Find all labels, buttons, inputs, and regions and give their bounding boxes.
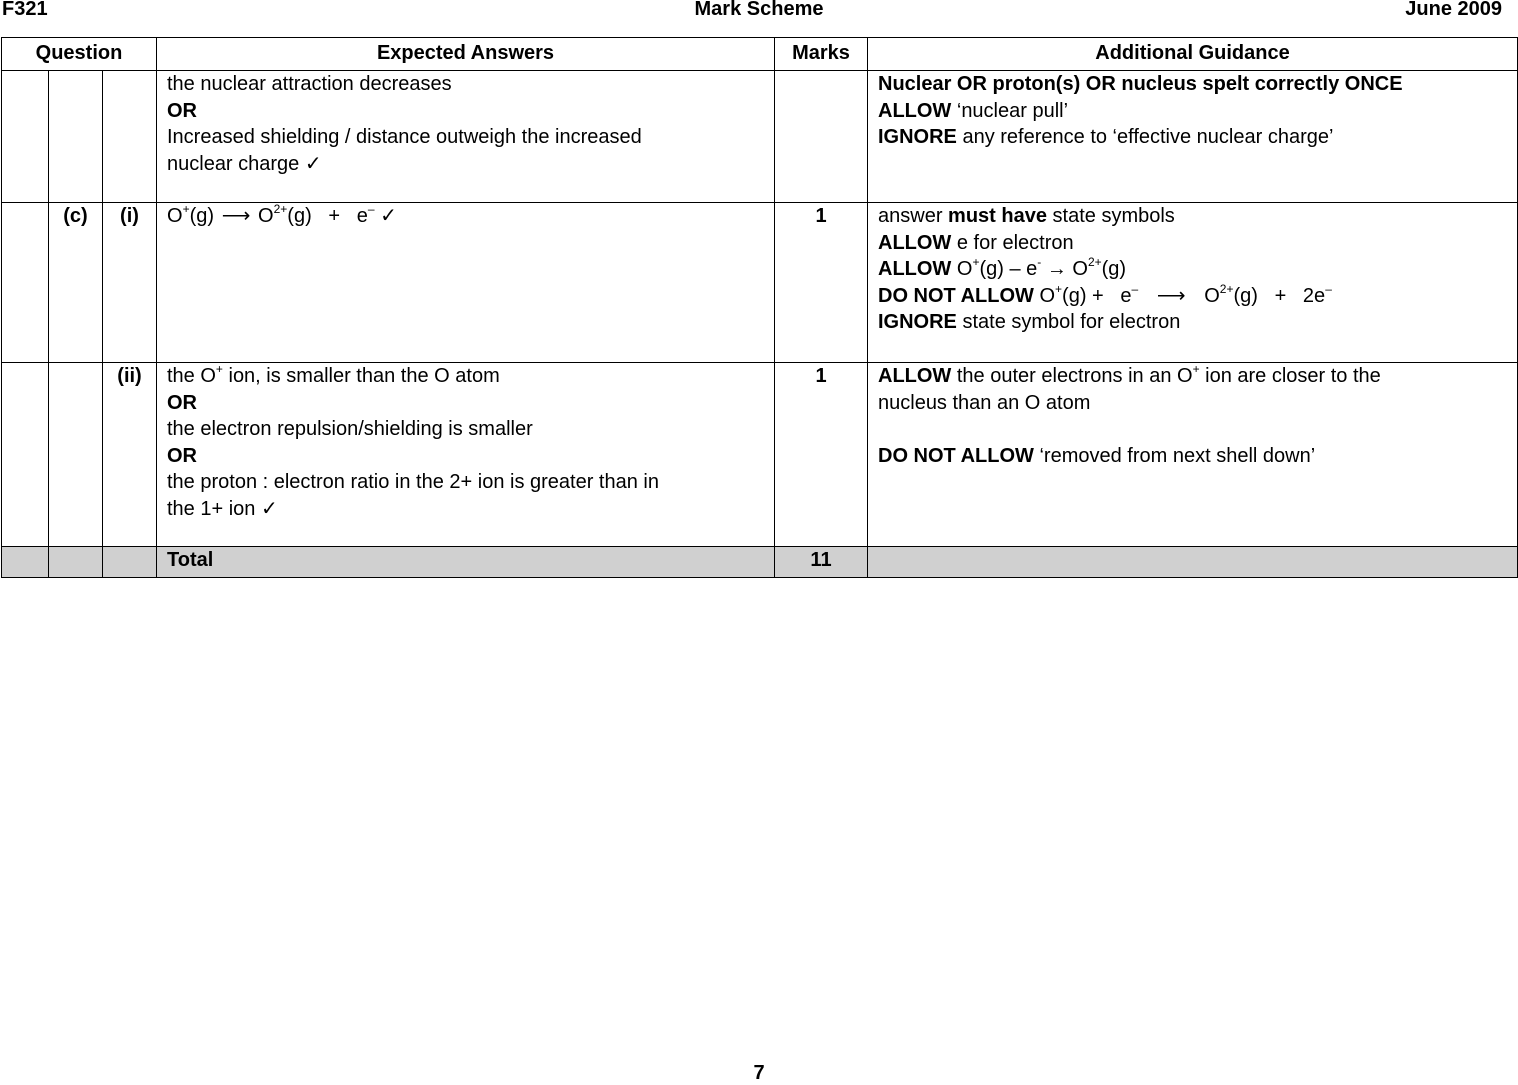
guidance-text: (g) + e [1062, 284, 1132, 307]
charge: + [1192, 362, 1200, 376]
guidance-line [878, 363, 1507, 390]
keyword: ALLOW [878, 231, 952, 254]
total-label: Total [157, 547, 775, 578]
guidance-cell [868, 203, 1518, 363]
guidance-text: e for electron [951, 231, 1074, 254]
answer-line: nuclear charge ✓ [167, 152, 322, 175]
col-header-guidance: Additional Guidance [868, 38, 1518, 71]
question-number-cell [2, 363, 49, 547]
keyword: IGNORE [878, 311, 957, 333]
marks-cell: 1 [775, 203, 868, 363]
guidance-text: state symbol for electron [956, 311, 1181, 333]
document-title: Mark Scheme [694, 0, 824, 20]
charge: 2+ [1219, 281, 1234, 296]
total-row [2, 547, 1518, 578]
charge: 2+ [1087, 255, 1102, 269]
species: O [951, 258, 973, 280]
keyword: ALLOW [878, 99, 952, 122]
keyword: must have [948, 205, 1047, 227]
guidance-cell [868, 71, 1518, 203]
table-row [2, 71, 1518, 203]
charge: + [972, 255, 980, 269]
question-subpart-cell [103, 547, 157, 578]
keyword: ALLOW [878, 365, 952, 387]
guidance-text: ‘nuclear pull’ [951, 99, 1069, 122]
expected-answer-cell [157, 71, 775, 203]
guidance-line [878, 98, 1507, 125]
equation [167, 203, 764, 230]
charge: + [182, 202, 190, 216]
keyword: DO NOT ALLOW [878, 444, 1034, 467]
table-row [2, 363, 1518, 547]
keyword: ALLOW [878, 258, 952, 280]
expected-answer-cell [157, 363, 775, 547]
guidance-text: (g) – e [979, 258, 1038, 280]
guidance-text: (g) + 2e [1233, 284, 1326, 307]
document-date: June 2009 [1405, 0, 1502, 20]
guidance-text: → O [1041, 258, 1088, 280]
state-symbol: (g) [1101, 258, 1127, 280]
mark-scheme-table [1, 37, 1518, 578]
total-marks: 11 [775, 547, 868, 578]
guidance-line [878, 309, 1507, 336]
charge: + [215, 362, 223, 376]
col-header-marks: Marks [775, 38, 868, 71]
charge: – [367, 202, 375, 216]
marks-cell: 1 [775, 363, 868, 547]
guidance-line [878, 124, 1507, 151]
question-number-cell [2, 547, 49, 578]
answer-line: the electron repulsion/shielding is smaller [167, 418, 533, 440]
guidance-line: nucleus than an O atom [878, 391, 1091, 414]
table-header-row [2, 38, 1518, 71]
guidance-text: ion are closer to the [1199, 365, 1381, 387]
question-number-cell [2, 203, 49, 363]
state-symbol: (g) [189, 205, 215, 227]
question-number-cell [2, 71, 49, 203]
species: O [1204, 284, 1220, 307]
question-part-cell [49, 71, 103, 203]
or-connector: OR [167, 99, 197, 122]
answer-line: Increased shielding / distance outweigh the increased [167, 126, 642, 148]
question-subpart-cell: (i) [103, 203, 157, 363]
charge: 2+ [273, 202, 288, 216]
tick-icon: ✓ [374, 205, 397, 227]
table-row [2, 203, 1518, 363]
charge: - [1037, 255, 1042, 269]
guidance-text: the outer electrons in an O [951, 365, 1193, 387]
guidance-cell [868, 547, 1518, 578]
keyword: IGNORE [878, 126, 957, 148]
answer-line [167, 363, 764, 390]
question-subpart-cell [103, 71, 157, 203]
document-code: F321 [2, 0, 48, 20]
answer-text: the O [167, 365, 216, 387]
guidance-line: Nuclear OR proton(s) OR nucleus spelt correctly ONCE [878, 73, 1403, 95]
guidance-text: ‘removed from next shell down’ [1033, 444, 1316, 467]
answer-line: the proton : electron ratio in the 2+ ion is greater than in [167, 471, 659, 493]
col-header-expected: Expected Answers [157, 38, 775, 71]
answer-line: the 1+ ion ✓ [167, 497, 278, 520]
charge: – [1131, 281, 1139, 296]
guidance-cell [868, 363, 1518, 547]
arrow-icon: ⟶ [221, 205, 251, 227]
guidance-line [878, 256, 1507, 283]
guidance-text: state symbols [1046, 205, 1175, 227]
charge: – [1325, 281, 1332, 296]
guidance-text: any reference to ‘effective nuclear charge’ [956, 126, 1334, 148]
guidance-text: answer [878, 205, 949, 227]
question-part-cell [49, 363, 103, 547]
guidance-line [878, 443, 1507, 470]
species: O [258, 205, 274, 227]
question-part-cell [49, 547, 103, 578]
arrow-icon: ⟶ [1156, 284, 1186, 307]
spacer [878, 416, 1507, 443]
or-connector: OR [167, 391, 197, 414]
guidance-line [878, 203, 1507, 230]
answer-text: ion, is smaller than the O atom [222, 365, 500, 387]
answer-line: the nuclear attraction decreases [167, 73, 452, 95]
page-number: 7 [753, 1062, 765, 1084]
keyword: DO NOT ALLOW [878, 284, 1034, 307]
or-connector: OR [167, 444, 197, 467]
state-symbol: (g) + e [287, 205, 368, 227]
guidance-line [878, 230, 1507, 257]
marks-cell [775, 71, 868, 203]
charge: + [1055, 281, 1063, 296]
species: O [167, 205, 183, 227]
guidance-line [878, 283, 1507, 310]
expected-answer-cell [157, 203, 775, 363]
question-subpart-cell: (ii) [103, 363, 157, 547]
species: O [1033, 284, 1056, 307]
question-part-cell: (c) [49, 203, 103, 363]
col-header-question: Question [2, 38, 157, 71]
